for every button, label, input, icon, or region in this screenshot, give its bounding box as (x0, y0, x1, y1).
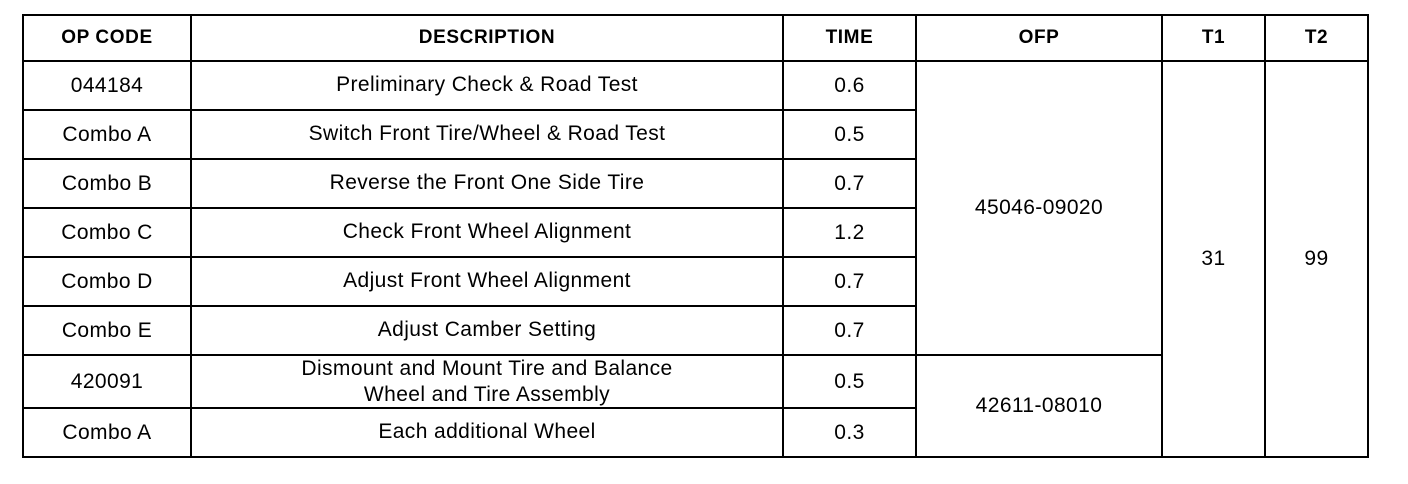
cell-t2: 99 (1265, 61, 1368, 457)
description-line-2: Wheel and Tire Assembly (363, 382, 611, 406)
table-header-row (23, 15, 1368, 61)
column-header-t2: T2 (1265, 15, 1368, 61)
cell-description: Each additional Wheel (191, 408, 783, 457)
cell-op-code: Combo D (23, 257, 191, 306)
cell-op-code: Combo A (23, 408, 191, 457)
cell-description: Preliminary Check & Road Test (191, 61, 783, 110)
cell-op-code: Combo E (23, 306, 191, 355)
cell-description: Check Front Wheel Alignment (191, 208, 783, 257)
column-header-t1: T1 (1162, 15, 1265, 61)
cell-op-code: 044184 (23, 61, 191, 110)
table-row (23, 61, 1368, 110)
cell-time: 0.7 (783, 159, 916, 208)
cell-time: 0.5 (783, 110, 916, 159)
cell-time: 0.7 (783, 257, 916, 306)
cell-op-code: Combo A (23, 110, 191, 159)
cell-time: 0.7 (783, 306, 916, 355)
cell-description: Adjust Front Wheel Alignment (191, 257, 783, 306)
cell-ofp-group-2: 42611-08010 (916, 355, 1162, 457)
description-line-1: Dismount and Mount Tire and Balance (301, 357, 673, 380)
cell-time: 0.3 (783, 408, 916, 457)
cell-time: 0.5 (783, 355, 916, 408)
cell-description: Switch Front Tire/Wheel & Road Test (191, 110, 783, 159)
table-header (23, 15, 1368, 61)
cell-description (191, 355, 783, 408)
cell-t1: 31 (1162, 61, 1265, 457)
cell-op-code: Combo C (23, 208, 191, 257)
cell-op-code: 420091 (23, 355, 191, 408)
table-body (23, 61, 1368, 457)
column-header-ofp: OFP (916, 15, 1162, 61)
cell-description: Reverse the Front One Side Tire (191, 159, 783, 208)
cell-description: Adjust Camber Setting (191, 306, 783, 355)
cell-op-code: Combo B (23, 159, 191, 208)
cell-time: 1.2 (783, 208, 916, 257)
operation-codes-table (22, 14, 1369, 458)
column-header-description: DESCRIPTION (191, 15, 783, 61)
column-header-time: TIME (783, 15, 916, 61)
cell-time: 0.6 (783, 61, 916, 110)
cell-ofp-group-1: 45046-09020 (916, 61, 1162, 355)
column-header-op-code: OP CODE (23, 15, 191, 61)
